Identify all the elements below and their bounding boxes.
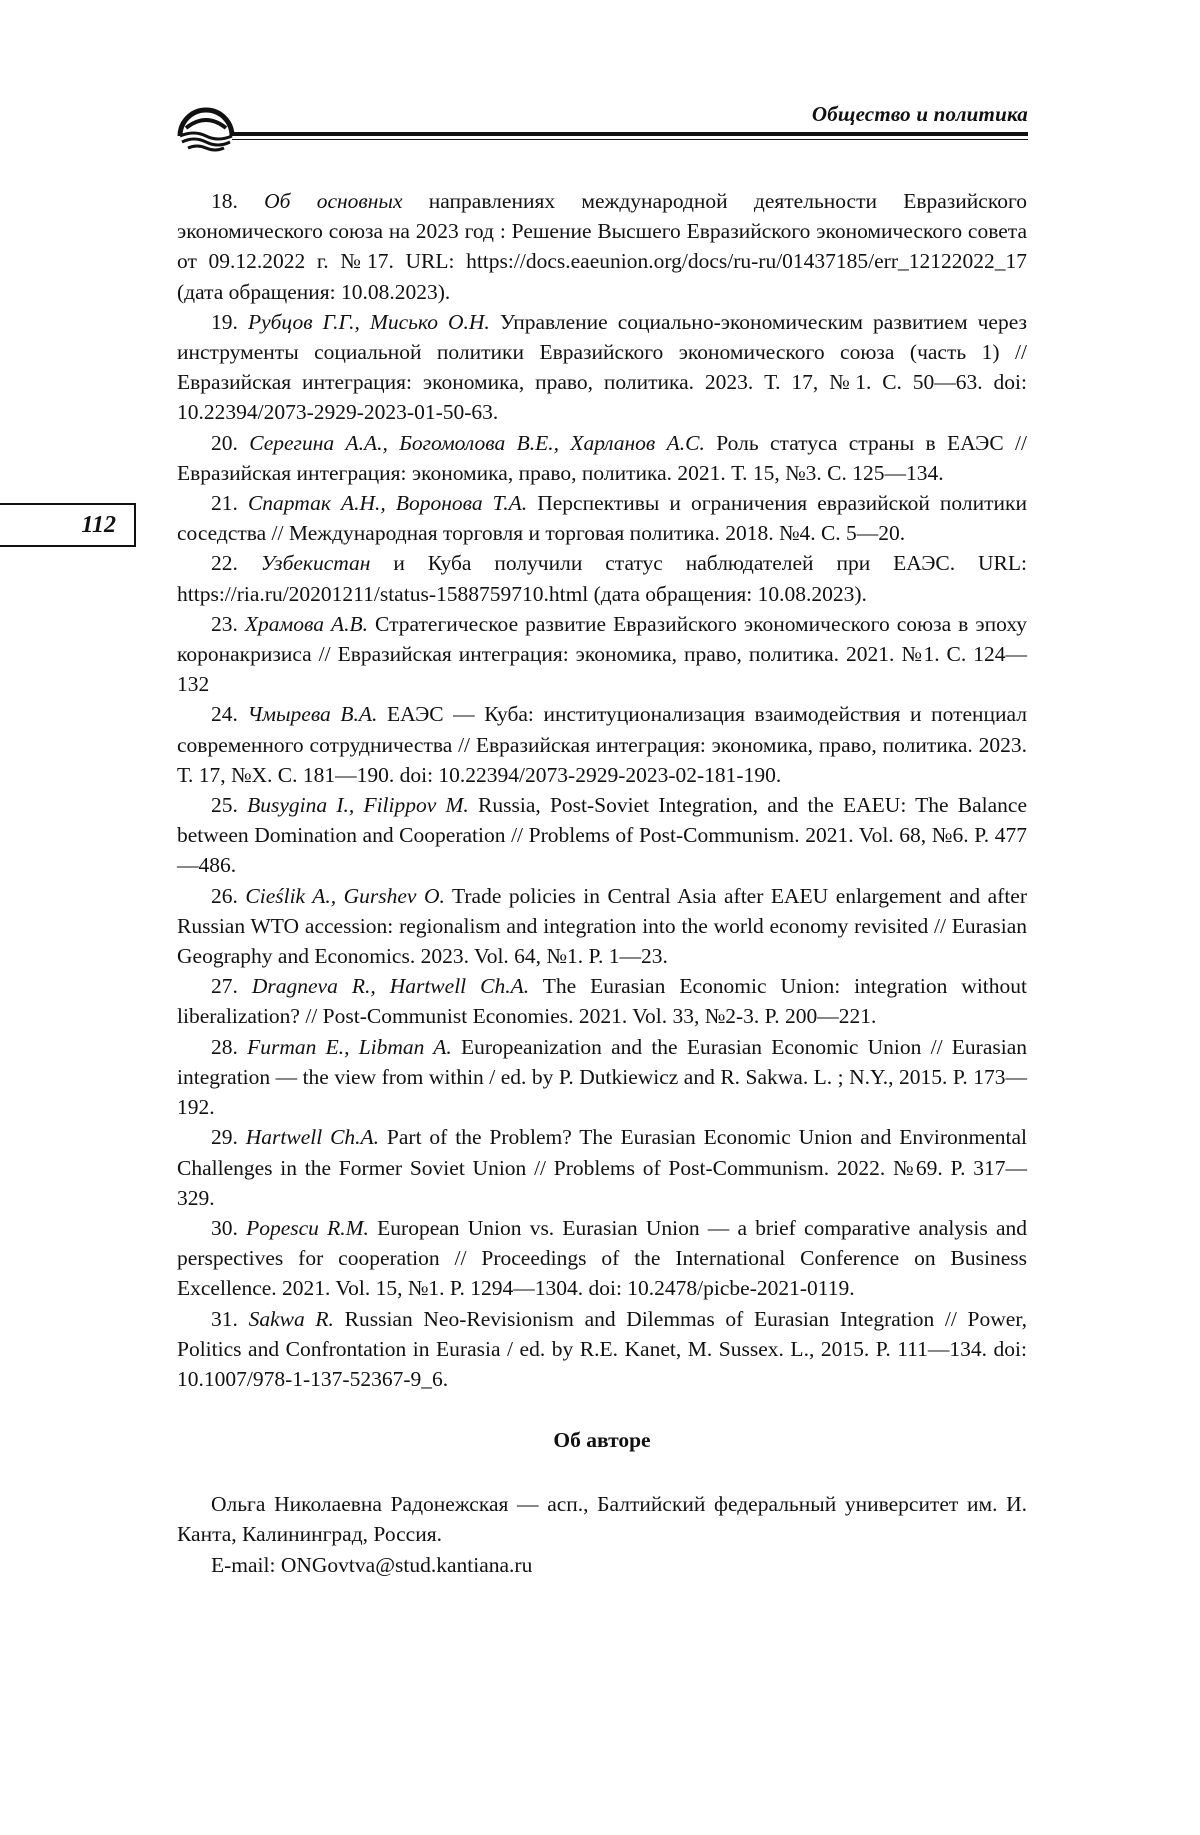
- author-email: E-mail: ONGovtva@stud.kantiana.ru: [211, 1552, 533, 1577]
- reference-item: [177, 428, 1027, 488]
- reference-text: Управление социально-экономическим развитием через инструменты социальной политики Евразийского экономического союза (часть 1) // Евразийская интеграция: экономика, право, политика. 2023. Т. 17, №1. С. 50—63. doi: 10.22394/2073-2929-2023-01-50-63.: [177, 309, 1028, 425]
- reference-text: направлениях международной деятельности Евразийского экономического союза на 2023 год : Решение Высшего Евразийского экономического совета от 09.12.2022 г. №17. URL: https://docs.eaeunion.org/docs/ru-ru/01437185/err_12122022_17 (дата обращения: 10.08.2023).: [177, 189, 1027, 304]
- reference-text: Russian Neo-Revisionism and Dilemmas of Eurasian Integration // Power, Politics and Confrontation in Eurasia / ed. by R.E. Kanet, M. Sussex. L., 2015. P. 111—134. doi: 10.1007/978-1-137-52367-9_6.: [177, 1306, 1027, 1391]
- page-header: [176, 92, 1028, 152]
- header-rule-thin: [232, 139, 1028, 140]
- reference-number: 28.: [211, 1034, 238, 1059]
- reference-number: 27.: [211, 974, 238, 999]
- reference-author: Серегина А.А., Богомолова В.Е., Харланов А.С.: [249, 430, 705, 455]
- reference-item: [177, 971, 1027, 1031]
- reference-list: [177, 186, 1027, 1394]
- reference-number: 21.: [211, 491, 238, 516]
- reference-author: Об основных: [264, 189, 403, 213]
- reference-author: Узбекистан: [260, 551, 371, 576]
- reference-text: Роль статуса страны в ЕАЭС // Евразийская интеграция: экономика, право, политика. 2021. Т. 15, №3. С. 125—134.: [177, 430, 1028, 485]
- reference-author: Dragneva R., Hartwell Ch.A.: [251, 974, 530, 999]
- journal-logo-icon: [176, 106, 236, 152]
- reference-author: Popescu R.M.: [246, 1215, 369, 1240]
- reference-number: 30.: [211, 1215, 238, 1240]
- reference-text: European Union vs. Eurasian Union — a brief comparative analysis and perspectives for cooperation // Proceedings of the International Conference on Business Excellence. 2021. Vol. 15, №1. P. 1294—1304. doi: 10.2478/picbe-2021-0119.: [177, 1215, 1028, 1301]
- reference-number: 25.: [211, 793, 238, 818]
- reference-author: Sakwa R.: [248, 1306, 334, 1331]
- reference-number: 19.: [211, 309, 238, 334]
- about-author-text: Ольга Николаевна Радонежская — асп., Балтийский федеральный университет им. И. Канта, Калининград, Россия.: [177, 1492, 1027, 1547]
- main-content: [177, 186, 1027, 1580]
- reference-item: [177, 699, 1027, 790]
- reference-text: Europeanization and the Eurasian Economic Union // Eurasian integration — the view from within / ed. by P. Dutkiewicz and R. Sakwa. L. ; N.Y., 2015. P. 173—192.: [177, 1034, 1027, 1120]
- reference-number: 22.: [211, 551, 238, 576]
- reference-text: Перспективы и ограничения евразийской политики соседства // Международная торговля и торговая политика. 2018. №4. С. 5—20.: [177, 491, 1027, 546]
- reference-item: [177, 881, 1027, 972]
- reference-text: Trade policies in Central Asia after EAEU enlargement and after Russian WTO accession: regionalism and integration into the world economy revisited // Eurasian Geography and Economics. 2023. Vol. 64, №1. P. 1—23.: [177, 883, 1027, 969]
- reference-text: ЕАЭС — Куба: институционализация взаимодействия и потенциал современного сотрудничества // Евразийская интеграция: экономика, право, политика. 2023. Т. 17, №X. С. 181—190. doi: 10.22394/2073-2929-2023-02-181-190.: [177, 702, 1027, 787]
- page-number: 112: [81, 512, 116, 538]
- reference-author: Furman E., Libman A.: [247, 1034, 452, 1059]
- reference-text: The Eurasian Economic Union: integration without liberalization? // Post-Communist Economies. 2021. Vol. 33, №2-3. P. 200—221.: [177, 974, 1027, 1029]
- reference-number: 20.: [211, 430, 238, 455]
- reference-number: 26.: [211, 883, 238, 908]
- reference-text: и Куба получили статус наблюдателей при ЕАЭС. URL: https://ria.ru/20201211/status-1588759710.html (дата обращения: 10.08.2023).: [177, 551, 1028, 606]
- header-rule-thick: [232, 132, 1028, 136]
- reference-item: [177, 186, 1027, 307]
- reference-number: 24.: [211, 702, 238, 727]
- reference-author: Cieślik A., Gurshev O.: [245, 883, 445, 908]
- reference-item: [177, 307, 1027, 428]
- reference-number: 29.: [211, 1125, 238, 1150]
- reference-text: Стратегическое развитие Евразийского экономического союза в эпоху коронакризиса // Евразийская интеграция: экономика, право, политика. 2021. №1. С. 124—132: [177, 611, 1027, 697]
- running-title: Общество и политика: [811, 102, 1028, 126]
- reference-text: Russia, Post-Soviet Integration, and the EAEU: The Balance between Domination and Cooperation // Problems of Post-Communism. 2021. Vol. 68, №6. P. 477—486.: [177, 793, 1027, 878]
- reference-item: [177, 1213, 1027, 1304]
- reference-text: Part of the Problem? The Eurasian Economic Union and Environmental Challenges in the Former Soviet Union // Problems of Post-Communism. 2022. №69. P. 317—329.: [177, 1125, 1027, 1210]
- reference-item: [177, 548, 1027, 608]
- page-number-box: [0, 503, 136, 547]
- reference-number: 31.: [211, 1306, 238, 1331]
- reference-item: [177, 1304, 1027, 1395]
- reference-item: [177, 790, 1027, 881]
- reference-number: 18.: [211, 189, 238, 213]
- reference-author: Храмова А.В.: [244, 611, 369, 636]
- reference-item: [177, 1122, 1027, 1213]
- reference-item: [177, 488, 1027, 548]
- reference-number: 23.: [211, 611, 238, 636]
- reference-item: [177, 609, 1027, 700]
- reference-author: Hartwell Ch.A.: [245, 1125, 380, 1150]
- about-heading: Об авторе: [553, 1428, 651, 1453]
- reference-author: Busygina I., Filippov M.: [247, 793, 469, 818]
- reference-author: Рубцов Г.Г., Мисько О.Н.: [247, 309, 490, 334]
- reference-item: [177, 1032, 1027, 1123]
- reference-author: Чмырева В.А.: [247, 702, 378, 727]
- reference-author: Спартак А.Н., Воронова Т.А.: [247, 491, 528, 516]
